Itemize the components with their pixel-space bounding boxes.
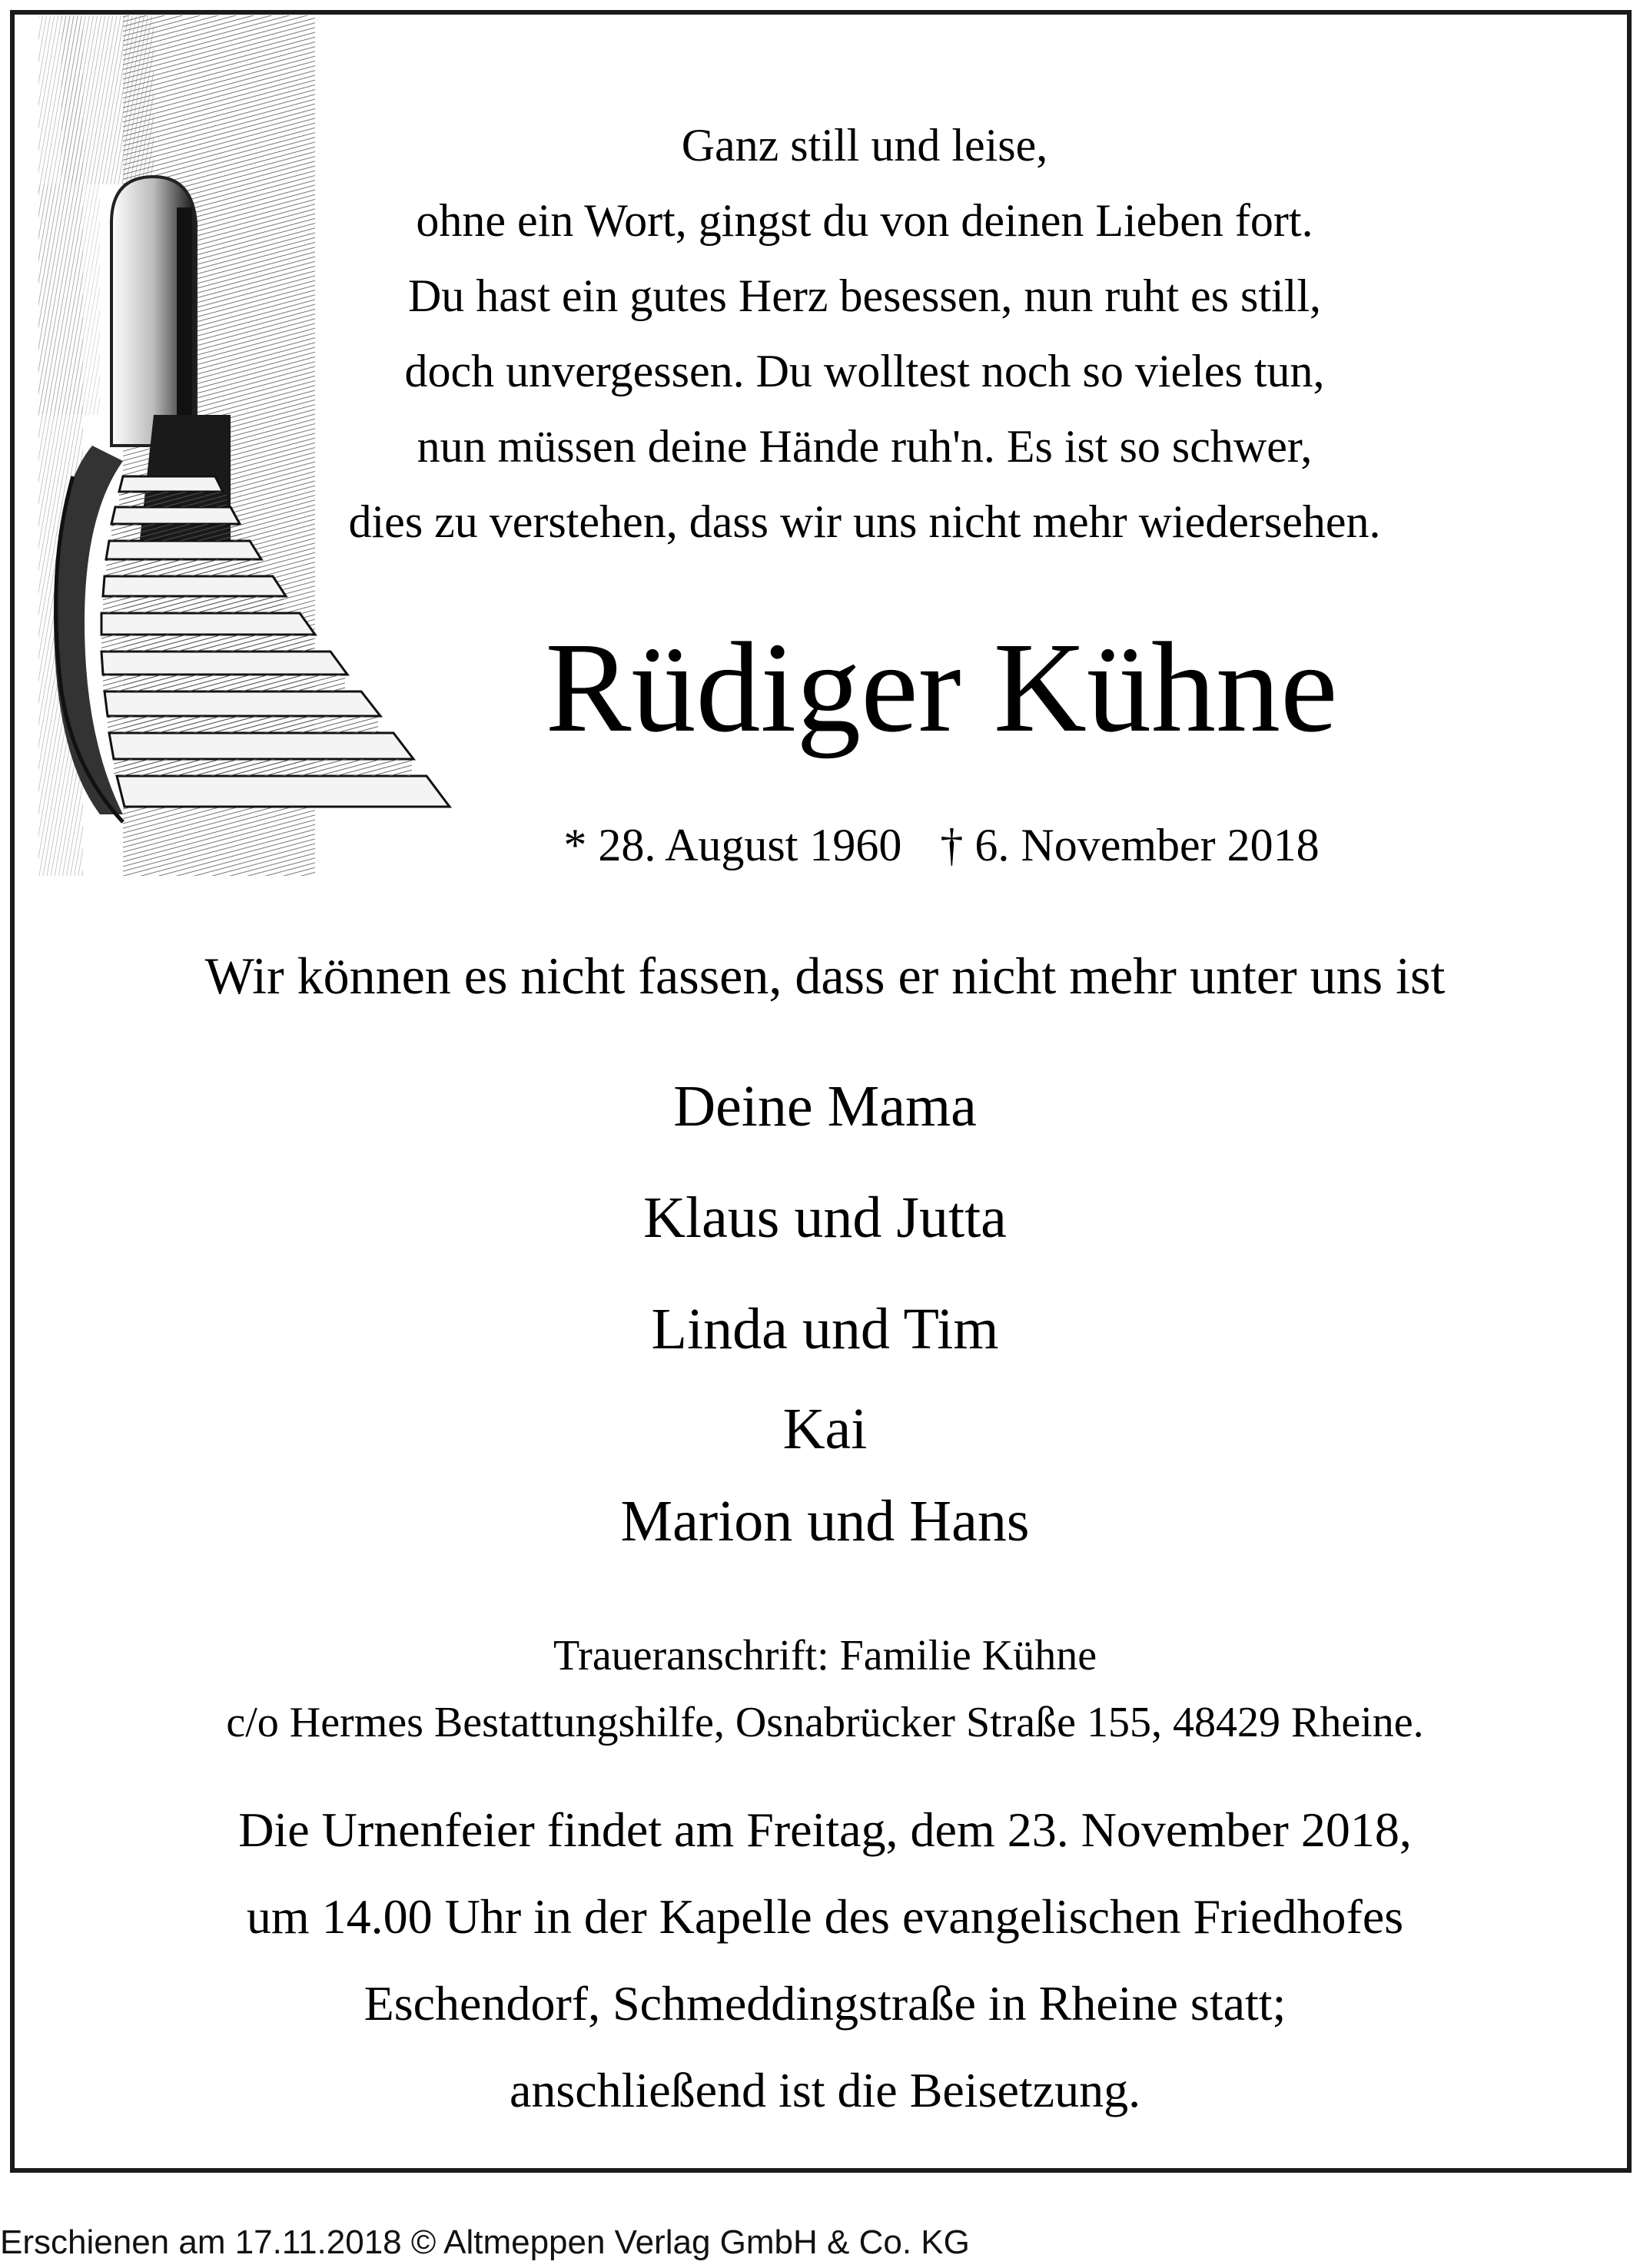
poem <box>307 108 1422 559</box>
poem-line: Du hast ein gutes Herz besessen, nun ruht es still, <box>407 270 1322 321</box>
signer: Klaus und Jutta <box>643 1185 1007 1250</box>
ceremony-line: Die Urnenfeier findet am Freitag, dem 23. November 2018, <box>238 1802 1412 1857</box>
signer: Marion und Hans <box>620 1489 1030 1553</box>
signer: Kai <box>782 1397 868 1461</box>
publication-footer: Erschienen am 17.11.2018 © Altmeppen Verlag GmbH & Co. KG <box>0 2223 970 2261</box>
deceased-name: Rüdiger Kühne <box>545 616 1338 759</box>
death-date: † 6. November 2018 <box>940 820 1320 870</box>
poem-line: nun müssen deine Hände ruh'n. Es ist so schwer, <box>417 421 1313 472</box>
life-dates <box>461 814 1422 876</box>
ceremony-line: anschließend ist die Beisetzung. <box>509 2063 1141 2117</box>
signer: Linda und Tim <box>651 1297 999 1361</box>
poem-line: ohne ein Wort, gingst du von deinen Lieben fort. <box>416 195 1313 246</box>
mourning-statement: Wir können es nicht fassen, dass er nicht mehr unter uns ist <box>204 947 1446 1005</box>
address-line-1: Traueranschrift: Familie Kühne <box>553 1632 1097 1679</box>
poem-line: Ganz still und leise, <box>681 120 1048 171</box>
birth-date: * 28. August 1960 <box>563 820 902 870</box>
ceremony-line: um 14.00 Uhr in der Kapelle des evangelischen Friedhofes <box>246 1889 1404 1944</box>
signer: Deine Mama <box>673 1074 977 1139</box>
ceremony-notice <box>0 1786 1650 2134</box>
poem-line: doch unvergessen. Du wolltest noch so vieles tun, <box>404 346 1325 396</box>
address-line-2: c/o Hermes Bestattungshilfe, Osnabrücker Straße 155, 48429 Rheine. <box>226 1699 1424 1746</box>
poem-line: dies zu verstehen, dass wir uns nicht mehr wiedersehen. <box>348 496 1381 547</box>
ceremony-line: Eschendorf, Schmeddingstraße in Rheine statt; <box>364 1976 1286 2031</box>
